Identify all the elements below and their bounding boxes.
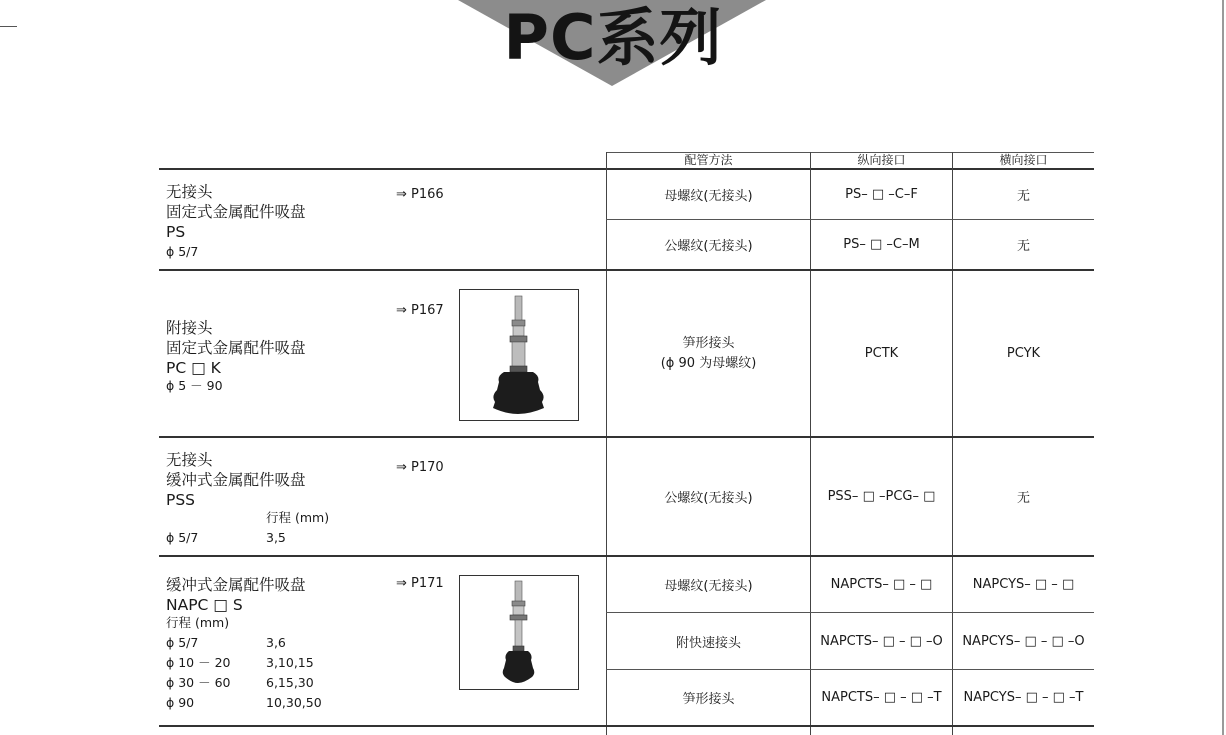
method-cell: 笋形接头 (ϕ 90 为母螺纹) — [660, 335, 757, 371]
horizontal-model-cell: NAPCYS– □ – □ –T — [963, 690, 1084, 705]
product-pck-size: ϕ 5 － 90 — [166, 378, 223, 393]
stroke-value: 6,15,30 — [266, 675, 314, 690]
product-ps-name: 无接头 固定式金属配件吸盘 PS — [166, 183, 306, 241]
page-ref-link[interactable]: ⇒ P166 — [396, 187, 444, 202]
stroke-value: 3,10,15 — [266, 655, 314, 670]
method-cell: 公螺纹(无接头) — [664, 239, 753, 254]
horizontal-model-cell: 无 — [1016, 239, 1030, 254]
method-cell: 母螺纹(无接头) — [664, 579, 753, 594]
product-pck-name: 附接头 固定式金属配件吸盘 PC □ K — [166, 319, 306, 377]
product-pss-size: ϕ 5/7 — [166, 530, 199, 545]
page-ref-link[interactable]: ⇒ P170 — [396, 460, 444, 475]
size-label: ϕ 10 － 20 — [166, 655, 231, 670]
corner-mark — [0, 26, 17, 27]
vertical-model-cell: PS– □ –C–M — [843, 237, 920, 252]
horizontal-model-cell: 无 — [1016, 189, 1030, 204]
method-cell: 笋形接头 — [682, 692, 735, 707]
method-cell: 母螺纹(无接头) — [664, 189, 753, 204]
product-ps-size: ϕ 5/7 — [166, 244, 199, 259]
vertical-model-cell: PSS– □ –PCG– □ — [827, 489, 936, 504]
method-cell: 公螺纹(无接头) — [664, 491, 753, 506]
size-label: ϕ 90 — [166, 695, 195, 710]
size-label: ϕ 5/7 — [166, 635, 199, 650]
header-piping-method: 配管方法 — [684, 153, 733, 167]
product-image-pck — [459, 289, 579, 421]
horizontal-model-cell: PCYK — [1006, 346, 1041, 361]
page-ref-link[interactable]: ⇒ P167 — [396, 303, 444, 318]
stroke-label: 行程 (mm) — [166, 615, 230, 630]
product-image-napcs — [459, 575, 579, 690]
vertical-model-cell: NAPCTS– □ – □ — [830, 577, 933, 592]
stroke-label: 行程 (mm) — [266, 510, 330, 525]
horizontal-model-cell: NAPCYS– □ – □ — [972, 577, 1075, 592]
vacuum-pad-illustration — [460, 576, 578, 689]
page-ref-link[interactable]: ⇒ P171 — [396, 576, 444, 591]
method-cell: 附快速接头 — [675, 635, 741, 651]
header-vertical-port: 纵向接口 — [857, 153, 906, 167]
horizontal-model-cell: NAPCYS– □ – □ –O — [962, 633, 1085, 649]
page-title: PC系列 — [503, 1, 723, 74]
page-edge — [1222, 0, 1224, 735]
vertical-model-cell: NAPCTS– □ – □ –T — [821, 690, 942, 705]
vertical-model-cell: PS– □ –C–F — [845, 187, 918, 202]
stroke-value: 10,30,50 — [266, 695, 322, 710]
vertical-model-cell: NAPCTS– □ – □ –O — [820, 633, 943, 649]
product-pss-stroke: 3,5 — [266, 530, 286, 545]
vacuum-pad-illustration — [460, 290, 578, 420]
product-napcs-name: 缓冲式金属配件吸盘 NAPC □ S — [166, 576, 306, 614]
product-pss-name: 无接头 缓冲式金属配件吸盘 PSS — [166, 451, 306, 509]
vertical-model-cell: PCTK — [864, 346, 899, 361]
horizontal-model-cell: 无 — [1016, 491, 1030, 506]
stroke-value: 3,6 — [266, 635, 286, 650]
header-horizontal-port: 横向接口 — [999, 153, 1048, 167]
size-label: ϕ 30 － 60 — [166, 675, 231, 690]
